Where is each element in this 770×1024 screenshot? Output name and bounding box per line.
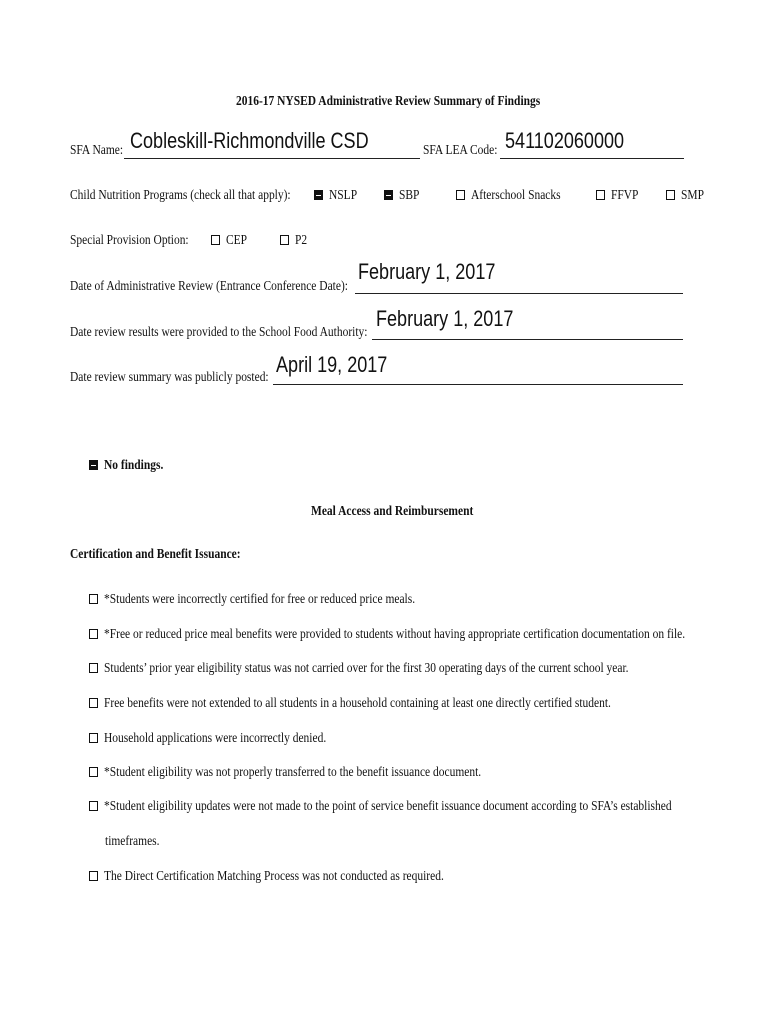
checkbox-sbp[interactable] <box>384 190 393 200</box>
checkbox-finding[interactable] <box>89 698 98 708</box>
checkbox-nslp[interactable] <box>314 190 323 200</box>
finding-item[interactable]: Students’ prior year eligibility status was not carried over for the first 30 operating days of the current school year. <box>89 661 744 677</box>
review-date-field[interactable]: February 1, 2017 <box>358 259 496 284</box>
checkbox-afterschool-snacks[interactable] <box>456 190 465 200</box>
section-heading: Meal Access and Reimbursement <box>311 504 474 519</box>
finding-item[interactable]: *Free or reduced price meal benefits were provided to students without having appropriate certification documentation on file. <box>89 627 770 643</box>
sfa-name-label: SFA Name: <box>70 143 124 158</box>
program-sbp[interactable]: SBP <box>384 188 424 204</box>
special-cep[interactable]: CEP <box>211 233 252 249</box>
checkbox-finding[interactable] <box>89 767 98 777</box>
results-date-underline <box>372 339 683 340</box>
special-p2[interactable]: P2 <box>280 233 310 249</box>
finding-item[interactable]: *Students were incorrectly certified for free or reduced price meals. <box>89 592 483 608</box>
checkbox-cep[interactable] <box>211 235 220 245</box>
sfa-code-field[interactable]: 541102060000 <box>505 128 625 153</box>
finding-item[interactable]: The Direct Certification Matching Process was not conducted as required. <box>89 869 518 885</box>
review-date-underline <box>355 293 683 294</box>
no-findings[interactable]: No findings. <box>89 458 176 474</box>
review-date-label: Date of Administrative Review (Entrance Conference Date): <box>70 279 348 294</box>
results-date-label: Date review results were provided to the School Food Authority: <box>70 325 368 340</box>
section-subheading: Certification and Benefit Issuance: <box>70 547 241 562</box>
sfa-name-field[interactable]: Cobleskill-Richmondville CSD <box>130 128 369 153</box>
checkbox-finding[interactable] <box>89 629 98 639</box>
special-provision-label: Special Provision Option: <box>70 233 189 248</box>
checkbox-smp[interactable] <box>666 190 675 200</box>
program-ffvp[interactable]: FFVP <box>596 188 644 204</box>
checkbox-finding[interactable] <box>89 663 98 673</box>
sfa-code-label: SFA LEA Code: <box>423 143 498 158</box>
document-title: 2016-17 NYSED Administrative Review Summary of Findings <box>236 94 541 109</box>
finding-item[interactable]: Household applications were incorrectly denied. <box>89 731 375 747</box>
checkbox-finding[interactable] <box>89 871 98 881</box>
programs-label: Child Nutrition Programs (check all that apply): <box>70 188 291 203</box>
checkbox-no-findings[interactable] <box>89 460 98 470</box>
results-date-field[interactable]: February 1, 2017 <box>376 306 514 331</box>
posted-date-underline <box>273 384 683 385</box>
checkbox-finding[interactable] <box>89 801 98 811</box>
sfa-code-underline <box>500 158 684 159</box>
finding-item-continuation: timeframes. <box>105 834 160 849</box>
program-smp[interactable]: SMP <box>666 188 709 204</box>
checkbox-ffvp[interactable] <box>596 190 605 200</box>
finding-item[interactable]: *Student eligibility updates were not made to the point of service benefit issuance document according to SFA’s established <box>89 799 770 815</box>
finding-item[interactable]: *Student eligibility was not properly transferred to the benefit issuance document. <box>89 765 564 781</box>
program-nslp[interactable]: NSLP <box>314 188 363 204</box>
checkbox-p2[interactable] <box>280 235 289 245</box>
finding-item[interactable]: Free benefits were not extended to all students in a household containing at least one directly certified student. <box>89 696 722 712</box>
checkbox-finding[interactable] <box>89 733 98 743</box>
sfa-name-underline <box>124 158 420 159</box>
posted-date-label: Date review summary was publicly posted: <box>70 370 269 385</box>
checkbox-finding[interactable] <box>89 594 98 604</box>
posted-date-field[interactable]: April 19, 2017 <box>276 352 388 377</box>
program-afterschool-snacks[interactable]: Afterschool Snacks <box>456 188 580 204</box>
